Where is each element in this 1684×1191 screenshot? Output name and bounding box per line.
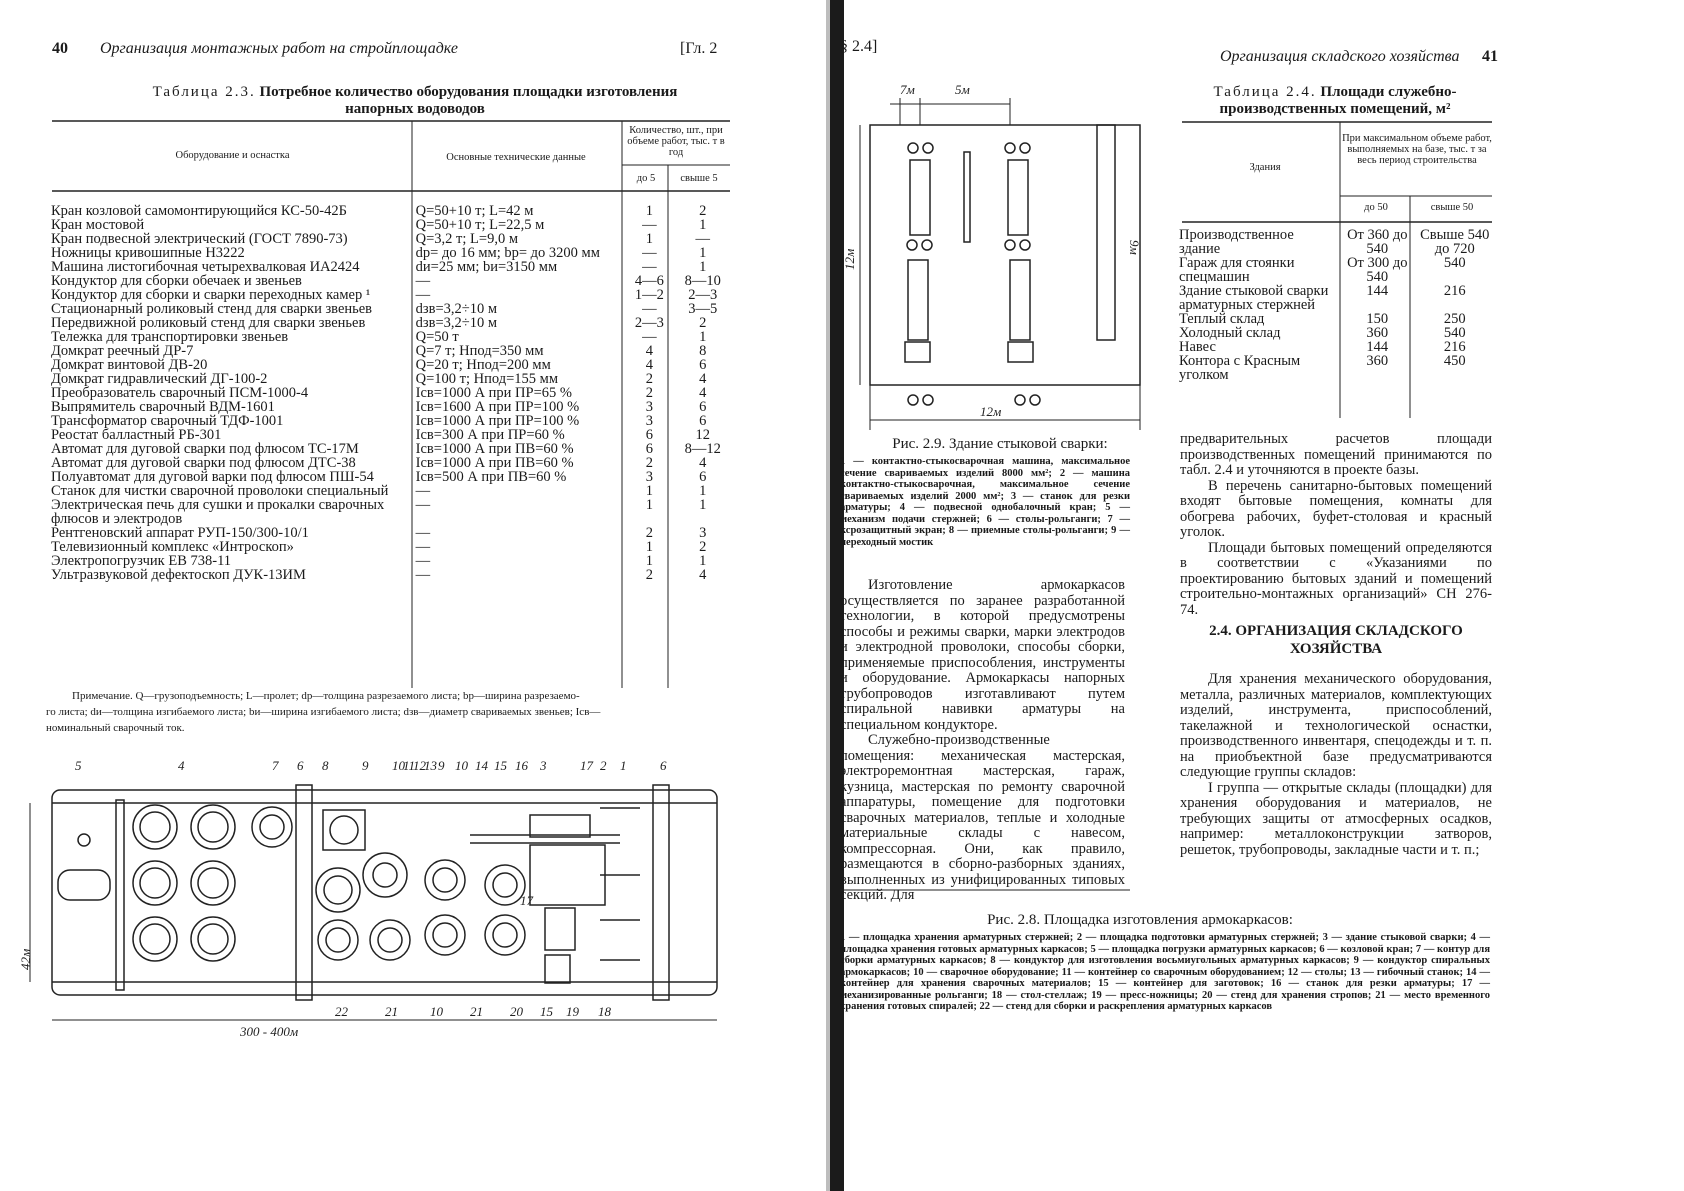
area-name: Теплый склад (1179, 311, 1265, 327)
eq-spec: — (415, 539, 431, 555)
fig28-callout-bottom: 15 (540, 1004, 553, 1019)
table-row (1176, 256, 1496, 284)
fig28-callout-top: 10 (455, 758, 468, 773)
equipment-table (48, 204, 733, 582)
eq-name: Кран козловой самомонтирующийся КС-50-42Б (51, 203, 347, 219)
eq-qty-over5: 6 (699, 413, 707, 429)
table-row (48, 540, 733, 554)
eq-qty-over5: 12 (695, 427, 711, 443)
fig28-callout-bottom: 21 (470, 1004, 483, 1019)
eq-name: Домкрат реечный ДР-7 (51, 343, 194, 359)
eq-qty-upto5: 6 (645, 427, 653, 443)
eq-name: Станок для чистки сварочной проволоки специальный (51, 483, 389, 499)
eq-name: Тележка для транспортировки звеньев (51, 329, 289, 345)
fig29-dim-top-2: 5м (955, 82, 970, 97)
page-number-right: 41 (1482, 48, 1498, 65)
area-name: Холодный склад (1179, 325, 1281, 341)
section-title-line-2: ХОЗЯЙСТВА (1289, 641, 1383, 657)
eq-name: Стационарный роликовый стенд для сварки звеньев (51, 301, 373, 317)
eq-name: Кондуктор для сборки и сварки переходных камер ¹ (51, 287, 371, 303)
eq-qty-upto5: 1 (645, 483, 653, 499)
area-over50: 450 (1443, 353, 1466, 369)
fig28-caption: Рис. 2.8. Площадка изготовления армокаркасов: (987, 912, 1293, 928)
col-qty-header: Количество, шт., при объеме работ, тыс. т в год (627, 125, 725, 158)
fig28-callout-top: 11 (403, 758, 416, 773)
area-name: Производственное здание (1179, 227, 1294, 257)
eq-qty-upto5: 1 (645, 497, 653, 513)
table-row (48, 260, 733, 274)
eq-name: Кран мостовой (51, 217, 145, 233)
eq-qty-over5: 8—10 (684, 273, 721, 289)
eq-name: Кран подвесной электрический (ГОСТ 7890-73) (51, 231, 348, 247)
table-row (48, 288, 733, 302)
area-name: Гараж для стоянки спецмашин (1179, 255, 1295, 285)
eq-qty-over5: 2 (699, 203, 707, 219)
eq-name: Автомат для дуговой сварки под флюсом ДТС-38 (51, 455, 356, 471)
eq-qty-upto5: 2 (645, 455, 653, 471)
fig28-callout-top: 2 (600, 758, 607, 773)
eq-qty-upto5: 4—6 (634, 273, 664, 289)
fig28-callout-top: 9 (362, 758, 369, 773)
eq-qty-upto5: 3 (645, 399, 653, 415)
eq-qty-upto5: 4 (645, 343, 653, 359)
fig28-desc: 1 — площадка хранения арматурных стержней; 2 — площадка подготовки арматурных стержней; 3 — здание стыковой сварки; 4 — площадка хранения готовых арматурных каркасов; 5 — площадка погрузки арматурных каркасов; 6 — козловой кран; 7 — контур для сборки арматурных каркасов; 8 — кондуктор для изготовления восьмиугольных арматурных каркасов; 9 — кондуктор спиральных армокаркасов; 10 — сварочное оборудование; 11 — контейнер со сварочным оборудованием; 12 — столы; 13 — гибочный станок; 14 — контейнер для хранения сварочных материалов; 15 — контейнер для заготовок; 16 — станок для резки арматуры; 17 — механизированные рольганги; 18 — стол-стеллаж; 19 — пресс-ножницы; 20 — стенд для хранения стропов; 21 — место временного хранения готовых спиралей; 22 — стенд для сборки и раскрепления арматурных каркасов (840, 932, 1490, 1012)
eq-qty-upto5: — (642, 329, 657, 345)
eq-name: Полуавтомат для дуговой варки под флюсом ПШ-54 (51, 469, 374, 485)
eq-name: Электрическая печь для сушки и прокалки сварочных флюсов и электродов (51, 497, 385, 527)
eq-spec: Iсв=1000 А при ПВ=60 % (415, 441, 574, 457)
running-title-right: Организация складского хозяйства (1220, 48, 1460, 65)
fig28-callout-top: 7 (272, 758, 279, 773)
right-page (840, 0, 1684, 1191)
fig29-dim-bottom: 12м (980, 404, 1002, 419)
fig28-dim-label: 300 - 400м (240, 1024, 299, 1039)
eq-qty-upto5: 2 (645, 385, 653, 401)
eq-name: Машина листогибочная четырехвалковая ИА2424 (51, 259, 360, 275)
fig28-callout-top: 5 (75, 758, 82, 773)
fig28-callout-bottom: 10 (430, 1004, 443, 1019)
table-row (48, 218, 733, 232)
eq-qty-upto5: 1 (645, 231, 653, 247)
eq-spec: Iсв=300 А при ПР=60 % (415, 427, 565, 443)
para-right-1: предварительных расчетов площади производственных помещений принимаются по табл. 2.4 и уточняются в проекте базы. (1180, 431, 1492, 478)
table-row (48, 316, 733, 330)
section-2-4-title (1180, 622, 1492, 658)
table-row (48, 386, 733, 400)
fig28-callout-top: 12 (413, 758, 426, 773)
fig28-callout-bottom: 18 (598, 1004, 611, 1019)
table-2-4-title: Таблица 2.4. Площади служебно-производственных помещений, м² (1213, 84, 1457, 117)
table-row (48, 400, 733, 414)
eq-qty-upto5: — (642, 259, 657, 275)
eq-spec: Iсв=1000 А при ПВ=60 % (415, 455, 574, 471)
eq-qty-over5: 6 (699, 357, 707, 373)
eq-qty-over5: 4 (699, 567, 707, 583)
area-upto50: От 360 до 540 (1347, 227, 1408, 257)
table-row (48, 358, 733, 372)
eq-qty-upto5: — (642, 301, 657, 317)
equipment-table-body (48, 204, 733, 582)
table-row (1176, 326, 1496, 340)
fig28-callout-bottom: 21 (385, 1004, 398, 1019)
table-row (1176, 284, 1496, 312)
eq-name: Преобразователь сварочный ПСМ-1000-4 (51, 385, 309, 401)
eq-qty-upto5: 1 (645, 539, 653, 555)
fig28-callout-top: 16 (515, 758, 528, 773)
eq-qty-upto5: 6 (645, 441, 653, 457)
fig28-callout-top: 9 (438, 758, 445, 773)
table-row (48, 568, 733, 582)
area-upto50: 360 (1366, 353, 1389, 369)
eq-spec: — (415, 553, 431, 569)
col-specs-header: Основные технические данные (446, 152, 586, 163)
eq-name: Домкрат гидравлический ДГ-100-2 (51, 371, 268, 387)
eq-qty-upto5: 3 (645, 413, 653, 429)
para-right-2: В перечень санитарно-бытовых помещений входят бытовые помещения, комнаты для обогрева рабочих, буфет-столовая и красный уголок. (1180, 477, 1492, 540)
eq-qty-over5: 6 (699, 399, 707, 415)
eq-qty-upto5: 1—2 (634, 287, 664, 303)
fig29-caption: Рис. 2.9. Здание стыковой сварки: (892, 436, 1108, 452)
fig29-desc: 1 — контактно-стыкосварочная машина, максимальное сечение свариваемых изделий 8000 мм²; 2 — машина контактно-стыкосварочная, максимальное сечение свариваемых изделий 2000 мм²; 3 — станок для резки арматуры; 4 — подвесной однобалочный кран; 5 — механизм подачи стержней; 6 — столы-рольганги; 7 — ксрозащитный экран; 8 — приемные столы-рольганги; 9 — переходный мостик (840, 456, 1130, 548)
fig28-callout-top: 8 (322, 758, 329, 773)
eq-qty-over5: 3 (699, 525, 707, 541)
eq-spec: Iсв=1600 А при ПР=100 % (415, 399, 580, 415)
eq-qty-over5: — (695, 231, 711, 247)
eq-name: Телевизионный комплекс «Интроскоп» (51, 539, 294, 555)
eq-spec: — (415, 287, 431, 303)
area-over50: 216 (1443, 339, 1466, 355)
eq-qty-over5: 1 (699, 497, 707, 513)
table-row (48, 232, 733, 246)
fig28-callout-top: 6 (297, 758, 304, 773)
eq-qty-upto5: 1 (645, 553, 653, 569)
eq-qty-over5: 1 (699, 553, 707, 569)
eq-spec: Iсв=1000 А при ПР=100 % (415, 413, 580, 429)
fig28-callout-top: 3 (540, 758, 547, 773)
areas-table (1176, 228, 1496, 382)
areas-table-body (1176, 228, 1496, 382)
table-row (48, 372, 733, 386)
eq-name: Домкрат винтовой ДВ-20 (51, 357, 208, 373)
eq-spec: — (415, 497, 431, 513)
para-right-3: Площади бытовых помещений определяются в соответствии с «Указаниями по проектированию бытовых зданий и помещений строительно-монтажных организаций» СН 276-74. (1180, 539, 1492, 618)
para-section-1: Для хранения механического оборудования, металла, различных материалов, комплектующих изделий, инструмента, приспособлений, такелажной и технологической оснастки, производственного инвентаря, спецодежды и т. п. на приобъектной базе предусматриваются следующие группы складов: (1180, 671, 1492, 780)
eq-qty-over5: 8—12 (684, 441, 721, 457)
table-row (48, 428, 733, 442)
eq-name: Ультразвуковой дефектоскоп ДУК-13ИМ (51, 567, 306, 583)
area-name: Навес (1179, 339, 1216, 355)
eq-spec: Q=7 т; Нпод=350 мм (415, 343, 544, 359)
eq-qty-over5: 2 (699, 539, 707, 555)
col-over50-header: свыше 50 (1430, 202, 1474, 213)
eq-spec: Iсв=1000 А при ПР=65 % (415, 385, 572, 401)
eq-qty-over5: 1 (699, 245, 707, 261)
fig28-callout-top: 14 (475, 758, 488, 773)
col-max-header: При максимальном объеме работ, выполняемых на базе, тыс. т за весь период строительства (1342, 133, 1492, 166)
fig28-callout-top: 17 (580, 758, 593, 773)
area-name: Здание стыковой сварки арматурных стержней (1179, 283, 1329, 313)
fig28-label-17: 17 (520, 893, 533, 908)
eq-qty-over5: 1 (699, 259, 707, 275)
fig28-callout-top: 4 (178, 758, 185, 773)
area-upto50: 144 (1366, 283, 1389, 299)
table-row (48, 484, 733, 498)
eq-spec: Q=50 т (415, 329, 459, 345)
col-upto50-header: до 50 (1364, 202, 1388, 213)
note-line-1: Примечание. Q—грузоподъемность; L—пролет; dр—толщина разрезаемого листа; bр—ширина разрезаемо- (72, 690, 580, 702)
fig28-callout-top: 15 (494, 758, 507, 773)
section-ref: § 2.4] (840, 38, 878, 55)
fig28-callout-top: 1 (620, 758, 627, 773)
table-row (1176, 228, 1496, 256)
eq-qty-upto5: 4 (645, 357, 653, 373)
area-over50: 540 (1443, 325, 1466, 341)
table-2-3-title: Таблица 2.3. Потребное количество оборудования площадки изготовления напорных водоводов (152, 84, 678, 117)
fig29-dim-top-1: 7м (900, 82, 915, 97)
area-over50: 540 (1443, 255, 1466, 271)
eq-qty-over5: 4 (699, 455, 707, 471)
table-row (1176, 340, 1496, 354)
fig28-callout-top: 13 (424, 758, 437, 773)
eq-name: Электропогрузчик ЕВ 738-11 (51, 553, 232, 569)
eq-spec: Q=100 т; Нпод=155 мм (415, 371, 559, 387)
eq-name: Рентгеновский аппарат РУП-150/300-10/1 (51, 525, 309, 541)
eq-qty-over5: 4 (699, 385, 707, 401)
area-upto50: 144 (1366, 339, 1389, 355)
eq-qty-over5: 1 (699, 217, 707, 233)
page-number-left: 40 (52, 40, 68, 57)
area-over50: 216 (1443, 283, 1466, 299)
eq-spec: Q=20 т; Нпод=200 мм (415, 357, 551, 373)
fig28-leader-arrow (840, 880, 1500, 900)
eq-qty-upto5: — (642, 245, 657, 261)
table-row (48, 246, 733, 260)
fig28-callout-bottom: 19 (566, 1004, 579, 1019)
fig28-callout-bottom: 22 (335, 1004, 348, 1019)
eq-spec: — (415, 483, 431, 499)
eq-spec: Q=50+10 т; L=22,5 м (415, 217, 545, 233)
eq-qty-over5: 2 (699, 315, 707, 331)
table-note (46, 688, 762, 736)
table-row (48, 498, 733, 526)
eq-qty-upto5: 2 (645, 567, 653, 583)
running-title-left: Организация монтажных работ на стройплощадке (100, 40, 458, 57)
table-row (48, 330, 733, 344)
col-upto5-header: до 5 (636, 173, 656, 184)
table-row (48, 344, 733, 358)
eq-name: Реостат балластный РБ-301 (51, 427, 222, 443)
left-page (0, 0, 830, 1191)
figure-2-9-drawing (840, 80, 1160, 430)
eq-spec: dзв=3,2÷10 м (415, 315, 498, 331)
eq-spec: dзв=3,2÷10 м (415, 301, 498, 317)
text-section (1180, 672, 1492, 858)
fig28-callout-top: 10 (392, 758, 405, 773)
table-row (48, 414, 733, 428)
eq-qty-over5: 2—3 (688, 287, 718, 303)
eq-qty-upto5: 3 (645, 469, 653, 485)
table-row (48, 274, 733, 288)
eq-spec: Q=3,2 т; L=9,0 м (415, 231, 519, 247)
area-over50: Свыше 540 до 720 (1420, 227, 1490, 257)
para-mid-2: Служебно-производственные помещения: механическая мастерская, электроремонтная мастерская, гараж, кузница, мастерская по ремонту сварочной аппаратуры, помещение для подготовки сварочных материалов, теплые и холодные материальные склады с навесом, компрессорная. Они, как правило, размещаются в сборно-разборных зданиях, выполненных из унифицированных типовых секций. Для (840, 732, 1125, 903)
eq-name: Выпрямитель сварочный ВДМ-1601 (51, 399, 275, 415)
eq-spec: Q=50+10 т; L=42 м (415, 203, 534, 219)
fig28-callout-bottom: 20 (510, 1004, 523, 1019)
col-over5-header: свыше 5 (680, 173, 718, 184)
figure-2-8-drawing (0, 740, 830, 1040)
eq-qty-upto5: — (642, 217, 657, 233)
eq-qty-over5: 1 (699, 483, 707, 499)
table-row (48, 456, 733, 470)
table-row (48, 204, 733, 218)
table-row (48, 302, 733, 316)
table-row (1176, 354, 1496, 382)
eq-qty-over5: 3—5 (688, 301, 718, 317)
note-line-2: го листа; dи—толщина изгибаемого листа; bи—ширина изгибаемого листа; dзв—диаметр свариваемых звеньев; Iсв— (46, 706, 601, 718)
col-buildings-header: Здания (1249, 162, 1281, 173)
para-section-2: I группа — открытые склады (площадки) для хранения оборудования и материалов, не требующих защиты от атмосферных осадков, например: металлоконструкции затворов, решеток, трубопроводы, закладные части и т. п.; (1180, 779, 1492, 858)
chapter-ref: [Гл. 2 (680, 40, 718, 57)
eq-qty-over5: 8 (699, 343, 707, 359)
text-right-top (1180, 432, 1492, 618)
eq-spec: — (415, 567, 431, 583)
col-equipment-header: Оборудование и оснастка (175, 150, 290, 161)
fig28-callout-top: 6 (660, 758, 667, 773)
eq-spec: — (415, 273, 431, 289)
fig29-dim-left: 12м (842, 248, 857, 270)
eq-name: Автомат для дуговой сварки под флюсом ТС-17М (51, 441, 359, 457)
eq-spec: — (415, 525, 431, 541)
para-mid-1: Изготовление армокаркасов осуществляется по заранее разработанной технологии, в которой предусмотрены способы и режимы сварки, марки электродов и электродной проволоки, способы сборки, применяемые приспособления, инструменты и оборудование. Армокаркасы напорных трубопроводов изготавливают путем спиральной навивки арматуры на специальном кондукторе. (840, 577, 1125, 733)
eq-spec: Iсв=500 А при ПВ=60 % (415, 469, 567, 485)
table-row (1176, 312, 1496, 326)
eq-qty-upto5: 2—3 (634, 315, 664, 331)
area-name: Контора с Красным уголком (1179, 353, 1301, 383)
eq-qty-upto5: 2 (645, 525, 653, 541)
text-mid (840, 578, 1125, 904)
fig29-dim-right: 9м (1127, 240, 1142, 255)
eq-name: Кондуктор для сборки обечаек и звеньев (51, 273, 302, 289)
eq-spec: dи=25 мм; bи=3150 мм (415, 259, 558, 275)
eq-name: Трансформатор сварочный ТДФ-1001 (51, 413, 284, 429)
section-title-line-1: 2.4. ОРГАНИЗАЦИЯ СКЛАДСКОГО (1209, 623, 1463, 639)
eq-name: Передвижной роликовый стенд для сварки звеньев (51, 315, 366, 331)
table-row (48, 526, 733, 540)
eq-qty-over5: 6 (699, 469, 707, 485)
area-upto50: 150 (1366, 311, 1389, 327)
eq-qty-over5: 1 (699, 329, 707, 345)
note-line-3: номинальный сварочный ток. (46, 722, 185, 734)
table-row (48, 442, 733, 456)
eq-qty-over5: 4 (699, 371, 707, 387)
eq-spec: dр= до 16 мм; bр= до 3200 мм (415, 245, 600, 261)
eq-qty-upto5: 2 (645, 371, 653, 387)
table-row (48, 470, 733, 484)
fig28-side-label: 42м (18, 948, 33, 970)
eq-name: Ножницы кривошипные Н3222 (51, 245, 245, 261)
table-row (48, 554, 733, 568)
area-upto50: 360 (1366, 325, 1389, 341)
eq-qty-upto5: 1 (645, 203, 653, 219)
area-upto50: От 300 до 540 (1347, 255, 1408, 285)
area-over50: 250 (1443, 311, 1466, 327)
